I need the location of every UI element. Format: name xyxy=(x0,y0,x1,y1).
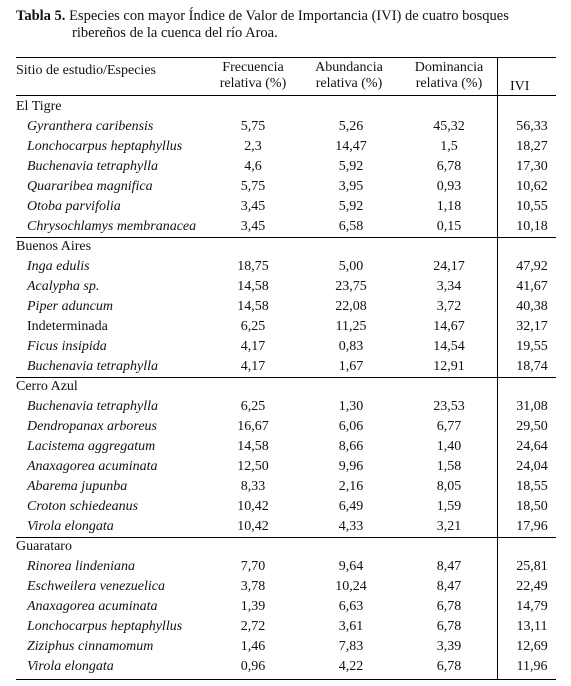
abun-value: 4,33 xyxy=(338,519,364,534)
dom-value: 1,5 xyxy=(440,139,458,154)
ivi-value: 47,92 xyxy=(516,259,548,274)
ivi-value: 14,79 xyxy=(516,599,548,614)
species-name: Lonchocarpus heptaphyllus xyxy=(27,139,183,154)
dom-value: 1,59 xyxy=(436,499,462,514)
header-ivi: IVI xyxy=(510,79,530,94)
caption-line-2: ribereños de la cuenca del río Aroa. xyxy=(72,25,278,41)
dom-value: 3,39 xyxy=(436,639,462,654)
abun-value: 1,67 xyxy=(338,359,364,374)
section-heading: Cerro Azul xyxy=(16,379,78,394)
section-rule xyxy=(16,237,556,238)
dom-value: 3,72 xyxy=(436,299,462,314)
freq-value: 3,78 xyxy=(240,579,266,594)
species-name: Dendropanax arboreus xyxy=(27,419,158,434)
dom-value: 1,40 xyxy=(436,439,462,454)
freq-value: 1,46 xyxy=(240,639,266,654)
ivi-value: 17,96 xyxy=(516,519,548,534)
caption-label: Tabla 5. xyxy=(16,8,66,24)
header-dominance xyxy=(408,60,490,92)
freq-value: 4,17 xyxy=(240,339,266,354)
abun-value: 2,16 xyxy=(338,479,364,494)
ivi-value: 12,69 xyxy=(516,639,548,654)
ivi-value: 24,64 xyxy=(516,439,548,454)
species-name: Abarema jupunba xyxy=(27,479,128,494)
dom-value: 0,15 xyxy=(436,219,462,234)
ivi-value: 10,18 xyxy=(516,219,548,234)
ivi-value: 18,50 xyxy=(516,499,548,514)
dom-value: 1,58 xyxy=(436,459,462,474)
section-rule xyxy=(16,377,556,378)
abun-value: 3,95 xyxy=(338,179,364,194)
abun-value: 6,49 xyxy=(338,499,364,514)
freq-value: 4,17 xyxy=(240,359,266,374)
ivi-value: 24,04 xyxy=(516,459,548,474)
dom-value: 14,67 xyxy=(433,319,465,334)
abun-value: 3,61 xyxy=(338,619,364,634)
freq-value: 3,45 xyxy=(240,199,266,214)
header-site: Sitio de estudio/Especies xyxy=(16,63,156,78)
freq-value: 5,75 xyxy=(240,179,266,194)
freq-value: 6,25 xyxy=(240,399,266,414)
dom-value: 6,78 xyxy=(436,659,462,674)
freq-value: 10,42 xyxy=(237,499,269,514)
species-name: Gyranthera caribensis xyxy=(27,119,154,134)
dom-value: 8,47 xyxy=(436,579,462,594)
species-name: Lacistema aggregatum xyxy=(27,439,156,454)
dom-value: 12,91 xyxy=(433,359,465,374)
abun-value: 6,63 xyxy=(338,599,364,614)
species-name: Acalypha sp. xyxy=(27,279,100,294)
dom-value: 8,47 xyxy=(436,559,462,574)
dom-value: 3,34 xyxy=(436,279,462,294)
freq-value: 5,75 xyxy=(240,119,266,134)
species-name: Ficus insipida xyxy=(27,339,107,354)
header-frequency xyxy=(212,60,294,92)
species-name: Buchenavia tetraphylla xyxy=(27,399,159,414)
bottom-rule xyxy=(16,679,556,680)
species-name: Quararibea magnifica xyxy=(27,179,153,194)
ivi-value: 31,08 xyxy=(516,399,548,414)
freq-value: 6,25 xyxy=(240,319,266,334)
ivi-value: 11,96 xyxy=(516,659,548,674)
ivi-value: 56,33 xyxy=(516,119,548,134)
dom-value: 24,17 xyxy=(433,259,465,274)
abun-value: 1,30 xyxy=(338,399,364,414)
ivi-value: 18,55 xyxy=(516,479,548,494)
freq-value: 4,6 xyxy=(244,159,262,174)
ivi-value: 29,50 xyxy=(516,419,548,434)
freq-value: 14,58 xyxy=(237,279,269,294)
ivi-value: 17,30 xyxy=(516,159,548,174)
species-name: Lonchocarpus heptaphyllus xyxy=(27,619,183,634)
ivi-column-separator xyxy=(497,57,498,679)
abun-value: 9,96 xyxy=(338,459,364,474)
ivi-value: 32,17 xyxy=(516,319,548,334)
section-heading: Guarataro xyxy=(16,539,72,554)
dom-value: 45,32 xyxy=(433,119,465,134)
header-abundance-line2: relativa (%) xyxy=(315,76,383,91)
header-frequency-line1: Frecuencia xyxy=(222,60,284,75)
freq-value: 7,70 xyxy=(240,559,266,574)
freq-value: 2,72 xyxy=(240,619,266,634)
top-rule xyxy=(16,57,556,58)
dom-value: 3,21 xyxy=(436,519,462,534)
species-name: Chrysochlamys membranacea xyxy=(27,219,197,234)
freq-value: 14,58 xyxy=(237,439,269,454)
freq-value: 3,45 xyxy=(240,219,266,234)
abun-value: 5,92 xyxy=(338,199,364,214)
species-name: Inga edulis xyxy=(27,259,90,274)
species-name: Croton schiedeanus xyxy=(27,499,139,514)
freq-value: 0,96 xyxy=(240,659,266,674)
abun-value: 7,83 xyxy=(338,639,364,654)
ivi-value: 10,55 xyxy=(516,199,548,214)
species-name: Buchenavia tetraphylla xyxy=(27,159,159,174)
ivi-value: 40,38 xyxy=(516,299,548,314)
table-caption xyxy=(16,8,556,42)
header-abundance-line1: Abundancia xyxy=(315,60,383,75)
species-name: Anaxagorea acuminata xyxy=(27,459,158,474)
species-name: Anaxagorea acuminata xyxy=(27,599,158,614)
species-name: Virola elongata xyxy=(27,659,114,674)
freq-value: 18,75 xyxy=(237,259,269,274)
ivi-value: 22,49 xyxy=(516,579,548,594)
abun-value: 10,24 xyxy=(335,579,367,594)
section-rule xyxy=(16,537,556,538)
ivi-value: 41,67 xyxy=(516,279,548,294)
dom-value: 8,05 xyxy=(436,479,462,494)
header-abundance xyxy=(308,60,390,92)
ivi-value: 10,62 xyxy=(516,179,548,194)
species-name: Rinorea lindeniana xyxy=(27,559,135,574)
species-name: Virola elongata xyxy=(27,519,114,534)
abun-value: 6,06 xyxy=(338,419,364,434)
ivi-value: 25,81 xyxy=(516,559,548,574)
abun-value: 8,66 xyxy=(338,439,364,454)
header-dominance-line1: Dominancia xyxy=(414,60,484,75)
freq-value: 14,58 xyxy=(237,299,269,314)
freq-value: 10,42 xyxy=(237,519,269,534)
section-heading: El Tigre xyxy=(16,99,62,114)
abun-value: 14,47 xyxy=(335,139,367,154)
abun-value: 6,58 xyxy=(338,219,364,234)
dom-value: 0,93 xyxy=(436,179,462,194)
ivi-value: 18,27 xyxy=(516,139,548,154)
species-name: Piper aduncum xyxy=(27,299,113,314)
caption-line-1: Especies con mayor Índice de Valor de Importancia (IVI) de cuatro bosques xyxy=(69,8,509,24)
species-name: Eschweilera venezuelica xyxy=(27,579,166,594)
header-dominance-line2: relativa (%) xyxy=(415,76,483,91)
abun-value: 4,22 xyxy=(338,659,364,674)
freq-value: 16,67 xyxy=(237,419,269,434)
dom-value: 1,18 xyxy=(436,199,462,214)
ivi-value: 18,74 xyxy=(516,359,548,374)
section-heading: Buenos Aires xyxy=(16,239,92,254)
freq-value: 8,33 xyxy=(240,479,266,494)
dom-value: 6,77 xyxy=(436,419,462,434)
freq-value: 2,3 xyxy=(244,139,262,154)
abun-value: 5,26 xyxy=(338,119,364,134)
abun-value: 11,25 xyxy=(335,319,367,334)
header-frequency-line2: relativa (%) xyxy=(219,76,287,91)
abun-value: 5,92 xyxy=(338,159,364,174)
species-name: Ziziphus cinnamomum xyxy=(27,639,154,654)
header-rule xyxy=(16,95,556,96)
species-name: Indeterminada xyxy=(27,319,108,334)
dom-value: 14,54 xyxy=(433,339,465,354)
abun-value: 5,00 xyxy=(338,259,364,274)
abun-value: 22,08 xyxy=(335,299,367,314)
species-name: Buchenavia tetraphylla xyxy=(27,359,159,374)
abun-value: 9,64 xyxy=(338,559,364,574)
dom-value: 23,53 xyxy=(433,399,465,414)
ivi-value: 19,55 xyxy=(516,339,548,354)
freq-value: 12,50 xyxy=(237,459,269,474)
abun-value: 0,83 xyxy=(338,339,364,354)
freq-value: 1,39 xyxy=(240,599,266,614)
species-name: Otoba parvifolia xyxy=(27,199,121,214)
dom-value: 6,78 xyxy=(436,599,462,614)
abun-value: 23,75 xyxy=(335,279,367,294)
ivi-value: 13,11 xyxy=(516,619,548,634)
dom-value: 6,78 xyxy=(436,159,462,174)
dom-value: 6,78 xyxy=(436,619,462,634)
